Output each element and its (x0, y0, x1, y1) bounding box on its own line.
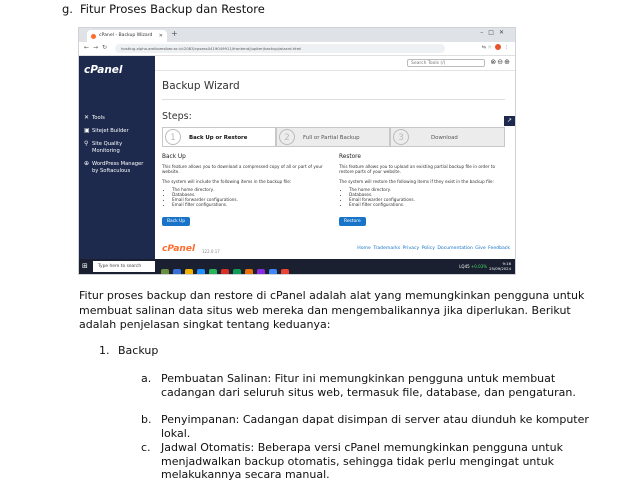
list-item: • Email forwarder configurations. (349, 198, 507, 203)
footer-link-trademarks[interactable]: Trademarks (373, 246, 401, 251)
browser-toolbar-icons[interactable]: ⇆ ☆ ⋮ (481, 44, 509, 51)
list-item: • Email filter configurations. (172, 203, 330, 208)
step-2-label: Full or Partial Backup (303, 135, 360, 141)
address-bar (79, 42, 515, 56)
navigation-icons[interactable]: ←→↻ (84, 44, 112, 51)
wordpress-icon: ⊕ (84, 160, 90, 167)
item-letter: c. (141, 441, 151, 454)
tab-title: cPanel - Backup Wizard (99, 33, 153, 38)
backup-column (162, 154, 330, 226)
taskbar-app-icon[interactable] (257, 269, 265, 274)
item-text: Pembuatan Salinan: Fitur ini memungkinkan pengguna untuk membuat cadangan dari seluruh situs web, termasuk file, database, dan pengaturan. (161, 372, 576, 399)
browser-tab[interactable] (87, 30, 167, 42)
backup-items-list (162, 188, 330, 207)
taskbar-app-icon[interactable] (209, 269, 217, 274)
taskbar-search-input[interactable]: Type here to search (93, 261, 155, 272)
taskbar-app-icon[interactable] (221, 269, 229, 274)
list-item: • Email filter configurations. (349, 203, 507, 208)
wizard-steps (162, 127, 505, 147)
window-controls-icon[interactable]: –□✕ (480, 29, 509, 36)
tools-icon: ✕ (84, 114, 90, 121)
taskbar-apps (161, 262, 293, 274)
intro-paragraph: Fitur proses backup dan restore di cPanel adalah alat yang memungkinkan pengguna untuk membuat salinan data situs web mereka dan mengembalikannya jika diperlukan. Berikut adalah penjelasan singkat tentang keduanya: (79, 289, 585, 331)
section-heading (62, 2, 265, 16)
footer-version: 122.0.17 (202, 249, 220, 254)
profile-icon[interactable] (495, 44, 501, 50)
restore-items-list (339, 188, 507, 207)
cpanel-favicon-icon (91, 34, 96, 39)
clock-date: 25/09/2024 (489, 266, 511, 271)
taskbar-app-icon[interactable] (185, 269, 193, 274)
list-item: • The home directory. (349, 188, 507, 193)
list-item: • The home directory. (172, 188, 330, 193)
item-letter: b. (141, 413, 152, 426)
windows-taskbar (79, 259, 515, 274)
new-tab-icon[interactable]: + (171, 29, 178, 38)
taskbar-app-icon[interactable] (197, 269, 205, 274)
taskbar-app-icon[interactable] (161, 269, 169, 274)
url-field[interactable]: hosting-alpha.amikomsiber.ac.id:2083/cpsess0419049911/frontend/jupiter/backup/wizard.html (115, 44, 445, 53)
taskbar-app-icon[interactable] (281, 269, 289, 274)
item-text: Jadwal Otomatis: Beberapa versi cPanel memungkinkan pengguna untuk menjadwalkan backup otomatis, sehingga tidak perlu mengingat untuk melakukannya secara manual. (161, 441, 563, 481)
taskbar-app-icon[interactable] (269, 269, 277, 274)
list-label: Backup (118, 344, 159, 357)
footer-link-home[interactable]: Home (357, 246, 371, 251)
list-item: • Databases. (349, 193, 507, 198)
item-text: Penyimpanan: Cadangan dapat disimpan di server atau diunduh ke komputer lokal. (161, 413, 589, 440)
item-letter: a. (141, 372, 152, 385)
step-3-number: 3 (393, 129, 409, 145)
taskbar-app-icon[interactable] (245, 269, 253, 274)
restore-heading: Restore (339, 154, 361, 160)
sidebar-item-tools[interactable]: ✕ Tools (84, 114, 105, 121)
step-2[interactable] (276, 127, 390, 147)
footer-link-feedback[interactable]: Give Feedback (475, 246, 510, 251)
sidebar-item-sitejet[interactable]: ▣ Sitejet Builder (84, 127, 129, 134)
sidebar-item-wordpress[interactable]: ⊕ WordPress Manager by Softaculous (84, 160, 144, 174)
step-1-number: 1 (165, 129, 181, 145)
title-divider (162, 99, 505, 100)
heading-number: g. (62, 2, 73, 16)
step-3-label: Download (431, 135, 458, 141)
chart-icon[interactable]: ↗ (504, 116, 515, 126)
stock-change: +0.03% (470, 264, 487, 269)
cpanel-screenshot (79, 28, 515, 274)
footer-links (357, 246, 510, 251)
list-item: • Email forwarder configurations. (172, 198, 330, 203)
list-level-1 (99, 344, 158, 357)
search-tools-input[interactable]: Search Tools (/) (407, 59, 485, 67)
page-title: Backup Wizard (162, 80, 240, 92)
close-tab-icon[interactable]: ✕ (158, 33, 163, 39)
list-number: 1. (99, 344, 110, 357)
restore-button[interactable]: Restore (339, 217, 366, 226)
cpanel-main (155, 56, 515, 259)
site-quality-icon: ⚲ (84, 140, 89, 147)
heading-text: Fitur Proses Backup dan Restore (80, 2, 265, 16)
restore-desc: This feature allows you to upload an existing partial backup file in order to restore parts of your website. (339, 164, 496, 175)
taskbar-clock[interactable] (489, 261, 511, 271)
sitejet-icon: ▣ (84, 127, 90, 134)
steps-title: Steps: (162, 111, 192, 122)
clock-time: 9:16 (502, 261, 511, 266)
step-1[interactable] (162, 127, 276, 147)
system-tray (459, 264, 487, 269)
step-3[interactable] (390, 127, 505, 147)
cpanel-topbar (155, 56, 515, 71)
browser-tabbar (79, 28, 515, 42)
taskbar-app-icon[interactable] (233, 269, 241, 274)
windows-start-icon[interactable]: ⊞ (82, 262, 88, 270)
back-up-button[interactable]: Back Up (162, 217, 190, 226)
footer-cpanel-logo[interactable]: cPanel (162, 244, 196, 254)
taskbar-app-icon[interactable] (173, 269, 181, 274)
backup-desc: This feature allows you to download a compressed copy of all or part of your website. (162, 164, 323, 175)
footer-link-privacy[interactable]: Privacy Policy (402, 246, 435, 251)
stock-ticker: LQ45 (459, 264, 470, 269)
cpanel-sidebar (79, 56, 155, 259)
restore-desc-items: The system will restore the following items if they exist in the backup file: (339, 178, 494, 184)
footer-link-documentation[interactable]: Documentation (437, 246, 473, 251)
list-item: • Databases. (172, 193, 330, 198)
step-2-number: 2 (279, 129, 295, 145)
backup-desc-items: The system will include the following items in the backup file: (162, 178, 292, 184)
backup-heading: Back Up (162, 154, 186, 160)
step-1-label: Back Up or Restore (189, 135, 248, 141)
sidebar-item-site-quality[interactable]: ⚲ Site Quality Monitoring (84, 140, 123, 154)
restore-column (339, 154, 507, 226)
cpanel-logo[interactable]: cPanel (84, 64, 123, 76)
topbar-icons[interactable]: ⊗⊖⊕ (490, 58, 511, 66)
